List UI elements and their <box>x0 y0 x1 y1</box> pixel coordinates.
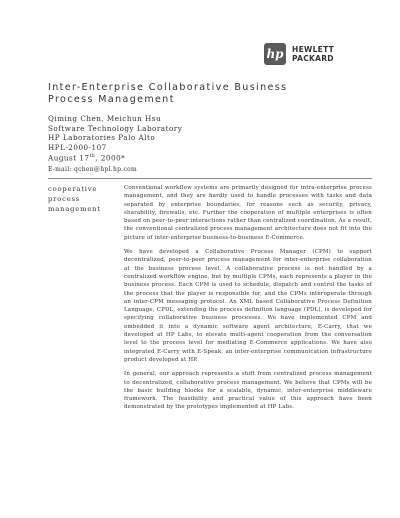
hp-logo-mark <box>264 43 286 65</box>
hp-logo-glyph: hp <box>266 47 284 61</box>
abstract-paragraph-2: We have developed a Collaborative Process Manager (CPM) to support decentralized, peer-to-peer process management for inter-enterprise collaboration at the business process level. A collaborative process is not handled by a centralized workflow engine, but by multiple CPMs, each represents a player in the business process. Each CPM is used to schedule, dispatch and control the tasks of the process that the player is responsible for, and the CPMs interoperate through an inter-CPM messaging protocol. An XML based Collaborative Process Definition Language, CPDL, extending the process definition language (PDL), is developed for specifying collaborative business processes. We have implemented CPM and embedded it into a dynamic software agent architecture, E-Carry, that we developed at HP Labs, to elevate multi-agent cooperation from the conversation level to the process level for mediating E-Commerce applications. We have also integrated E-Carry with E-Speak, an inter-enterprise communication infrastructure product developed at HP. <box>124 249 372 363</box>
abstract <box>124 184 372 418</box>
report-meta <box>48 114 348 163</box>
location: HP Laboratories Palo Alto <box>48 133 156 143</box>
logo-line2: PACKARD <box>292 54 334 63</box>
report-title <box>48 82 348 106</box>
keywords <box>48 184 108 214</box>
report-number: HPL-2000-107 <box>48 142 107 152</box>
abstract-paragraph-3: In general, our approach represents a shift from centralized process management to decentralized, collaborative process management. We believe that CPMs will be the basic building blocks for a scalable, dynamic, inter-enterprise middleware framework. The feasibility and practical value of this approach have been demonstrated by the prototypes implemented at HP Labs. <box>124 371 372 411</box>
lab: Software Technology Laboratory <box>48 123 183 133</box>
keyword: process <box>48 195 81 203</box>
hp-logo <box>264 42 372 66</box>
report-date <box>48 152 348 163</box>
logo-line1: HEWLETT <box>292 45 335 54</box>
authors: Qiming Chen, Meichun Hsu <box>48 114 162 123</box>
divider <box>48 178 372 179</box>
date-suffix: , 2000* <box>95 153 126 163</box>
title-line2: Process Management <box>48 94 175 105</box>
email: E-mail: qchen@hpl.hp.com <box>48 166 138 173</box>
abstract-paragraph-1: Conventional workflow systems are primarily designed for intra-enterprise process management, and they are hardly used to handle processes with tasks and data separated by enterprise boundaries, for reasons such as security, privacy, sharability, firewalls, etc. Further the cooperation of multiple enterprises is often based on peer-to-peer interactions rather than centralized coordination. As a result, the conventional centralized process management architecture does not fit into the picture of inter-enterprise business-to-business E-Commerce. <box>124 185 372 241</box>
hp-logo-text <box>292 45 334 63</box>
keyword: cooperative <box>48 185 98 193</box>
title-line1: Inter-Enterprise Collaborative Business <box>48 82 288 93</box>
date-sup: th <box>89 154 96 160</box>
keyword: management <box>48 205 101 213</box>
date-prefix: August 17 <box>48 153 90 163</box>
